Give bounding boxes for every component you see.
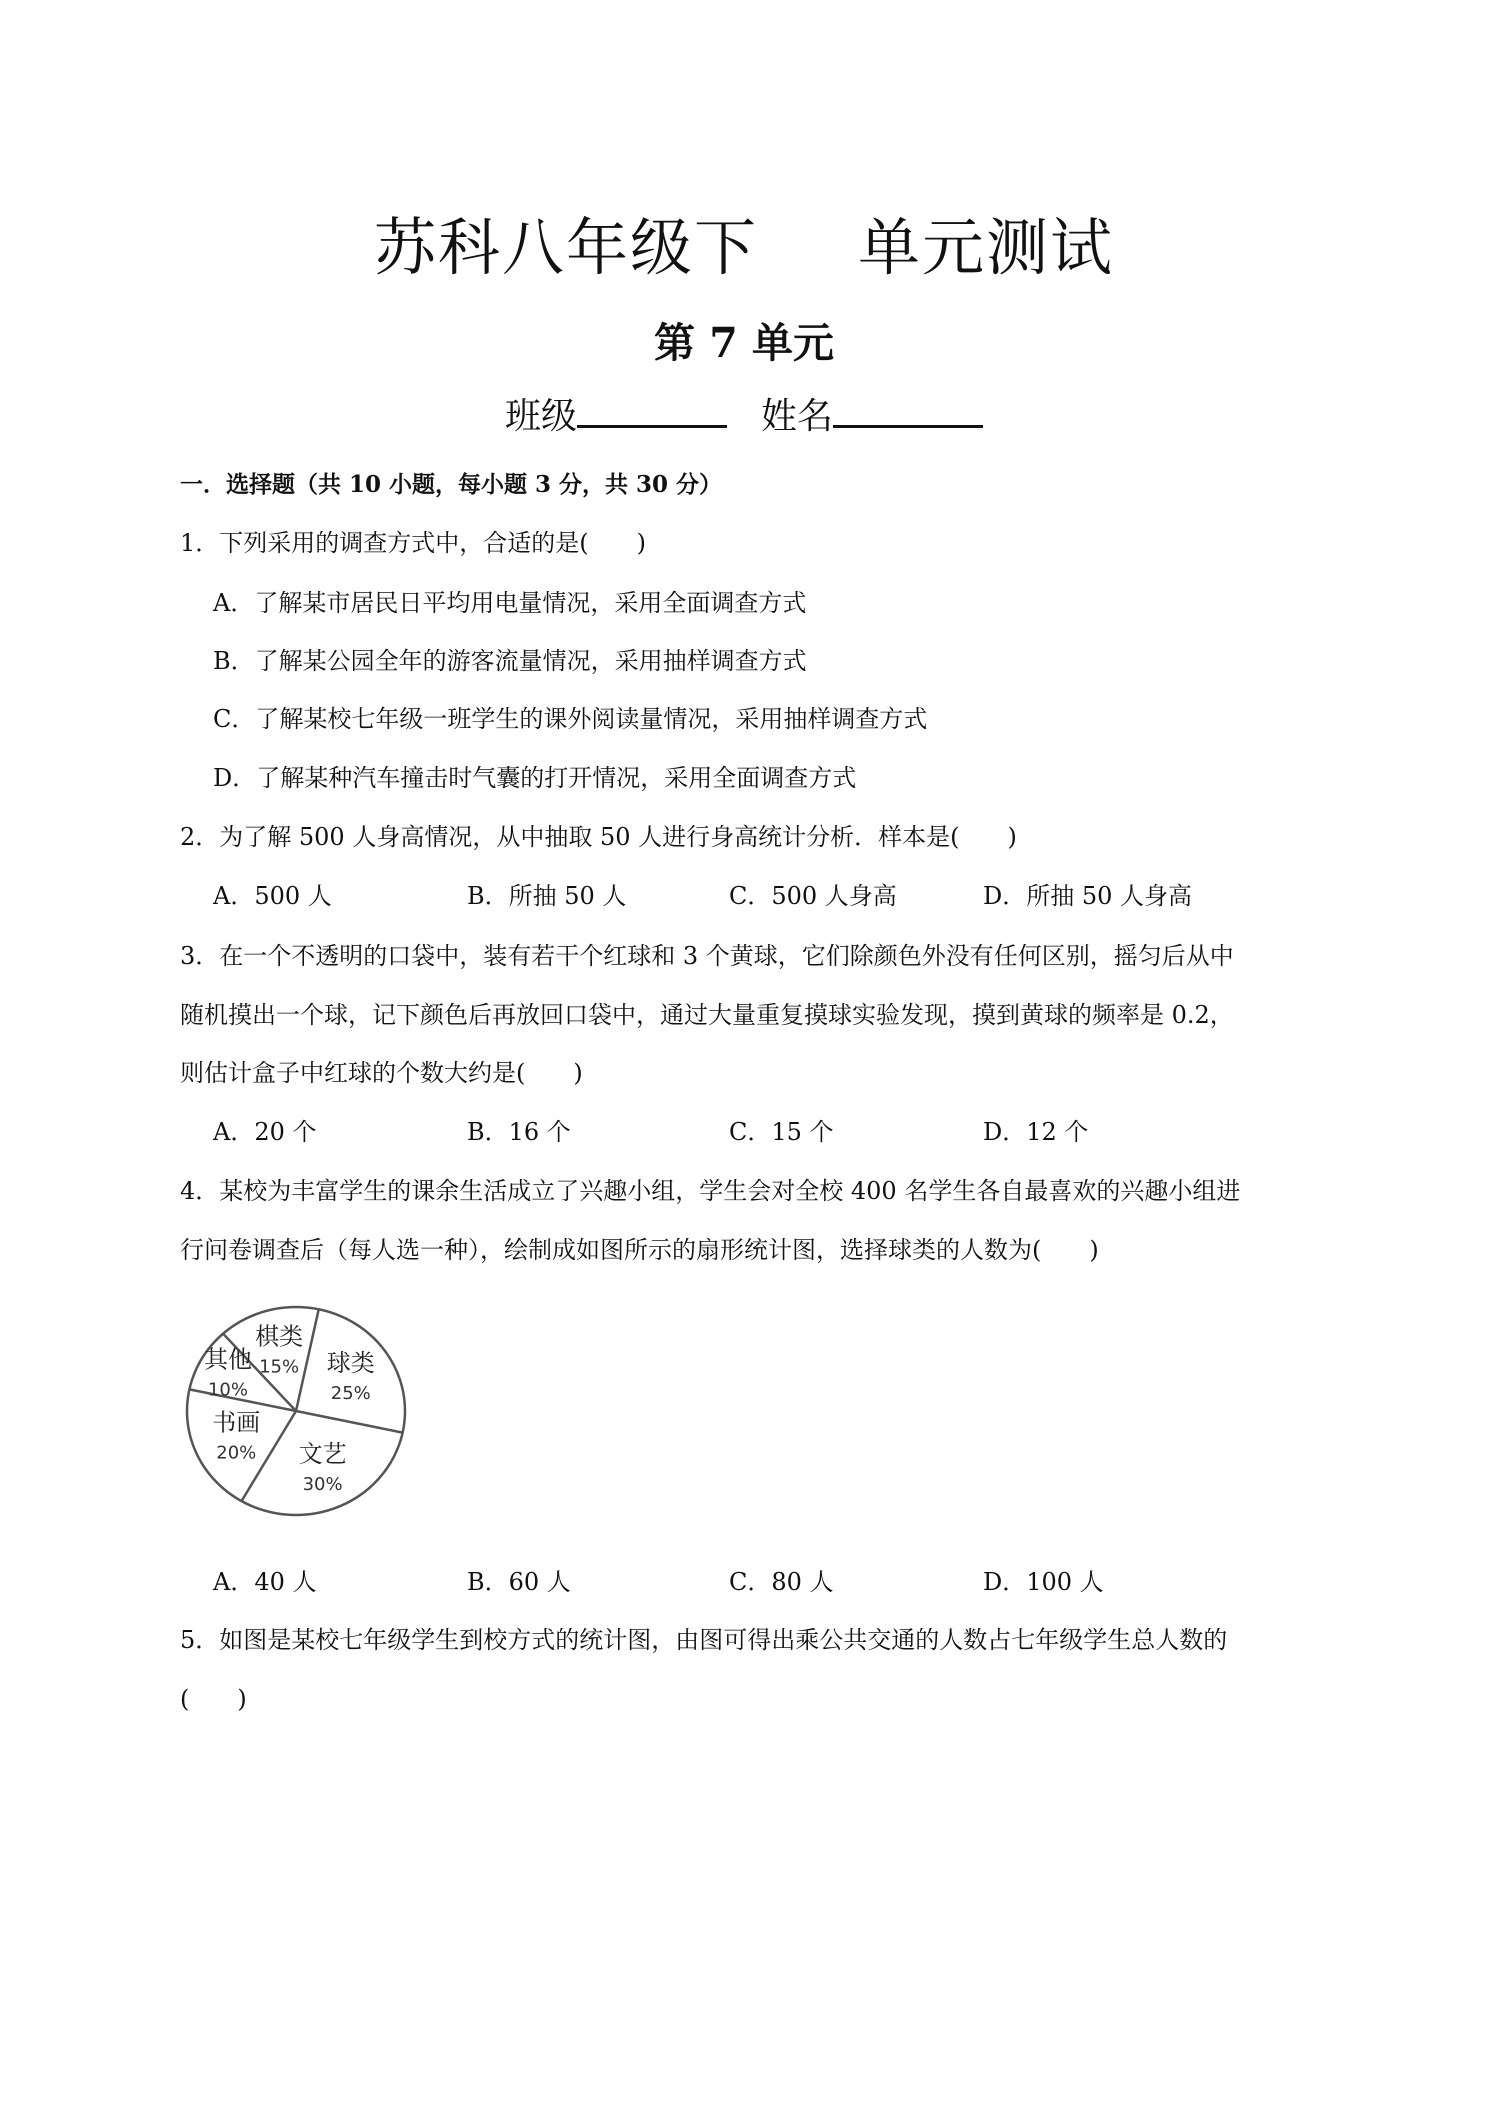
document-title bbox=[0, 198, 1488, 287]
pie-slice-label-5: 书画 bbox=[212, 1408, 261, 1437]
name-label: 姓名 bbox=[761, 396, 834, 437]
pie-divider-4 bbox=[296, 1411, 403, 1433]
q2-options bbox=[0, 876, 1488, 910]
q4-option-c: C．80 人 bbox=[729, 1568, 834, 1596]
q3-option-c: C．15 个 bbox=[729, 1118, 834, 1146]
question-5-line-1: 5．如图是某校七年级学生到校方式的统计图，由图可得出乘公共交通的人数占七年级学生总人数的 bbox=[180, 1626, 1228, 1654]
question-3-line-3: 则估计盒子中红球的个数大约是( ) bbox=[180, 1059, 583, 1087]
pie-slice-percent-5: 20% bbox=[216, 1442, 257, 1464]
question-1: 1．下列采用的调查方式中，合适的是( ) bbox=[180, 529, 646, 557]
question-5-line-2: ( ) bbox=[180, 1685, 247, 1713]
name-blank[interactable] bbox=[833, 389, 983, 428]
pie-slice-percent-2: 15% bbox=[259, 1356, 300, 1378]
question-3-line-1: 3．在一个不透明的口袋中，装有若干个红球和 3 个黄球，它们除颜色外没有任何区别，摇匀后从中 bbox=[180, 942, 1234, 970]
q1-option-c: C．了解某校七年级一班学生的课外阅读量情况，采用抽样调查方式 bbox=[213, 705, 928, 733]
q2-option-b: B．所抽 50 人 bbox=[467, 882, 627, 910]
question-4-line-1: 4．某校为丰富学生的课余生活成立了兴趣小组，学生会对全校 400 名学生各自最喜欢的兴趣小组进 bbox=[180, 1177, 1241, 1205]
q3-options bbox=[0, 1112, 1488, 1146]
q3-option-b: B．16 个 bbox=[467, 1118, 571, 1146]
pie-slice-label-4: 文艺 bbox=[298, 1440, 347, 1468]
pie-slice-label-1: 其他 bbox=[204, 1345, 252, 1374]
question-4-line-2: 行问卷调查后（每人选一种），绘制成如图所示的扇形统计图，选择球类的人数为( ) bbox=[180, 1236, 1099, 1264]
class-label: 班级 bbox=[504, 396, 577, 437]
pie-slice-percent-1: 10% bbox=[207, 1379, 249, 1401]
question-2: 2．为了解 500 人身高情况，从中抽取 50 人进行身高统计分析．样本是( ) bbox=[180, 823, 1017, 851]
student-info-line bbox=[0, 388, 1488, 439]
pie-slice-percent-4: 30% bbox=[302, 1474, 343, 1495]
q1-option-d: D．了解某种汽车撞击时气囊的打开情况，采用全面调查方式 bbox=[213, 764, 857, 792]
q4-option-b: B．60 人 bbox=[467, 1568, 571, 1596]
q4-option-d: D．100 人 bbox=[983, 1568, 1104, 1596]
class-blank[interactable] bbox=[577, 389, 727, 428]
pie-slice-label-3: 球类 bbox=[326, 1349, 375, 1377]
section-heading: 一．选择题（共 10 小题，每小题 3 分，共 30 分） bbox=[180, 471, 723, 498]
title-left: 苏科八年级下 bbox=[373, 211, 758, 284]
question-3-line-2: 随机摸出一个球，记下颜色后再放回口袋中，通过大量重复摸球实验发现，摸到黄球的频率是 0.2， bbox=[180, 1001, 1234, 1029]
q3-option-a: A．20 个 bbox=[213, 1118, 317, 1146]
q2-option-d: D．所抽 50 人身高 bbox=[983, 882, 1193, 910]
q2-option-a: A．500 人 bbox=[213, 882, 332, 910]
pie-slice-label-2: 棋类 bbox=[255, 1322, 304, 1351]
q1-option-b: B．了解某公园全年的游客流量情况，采用抽样调查方式 bbox=[213, 647, 807, 675]
document-subtitle: 第 7 单元 bbox=[653, 319, 835, 367]
title-right: 单元测试 bbox=[858, 211, 1115, 284]
pie-slice-percent-3: 25% bbox=[330, 1383, 371, 1404]
pie-chart-svg bbox=[180, 1298, 450, 1526]
q1-option-a: A．了解某市居民日平均用电量情况，采用全面调查方式 bbox=[213, 589, 807, 617]
q2-option-c: C．500 人身高 bbox=[729, 882, 897, 910]
pie-chart bbox=[180, 1298, 450, 1526]
q4-options bbox=[0, 1562, 1488, 1596]
q4-option-a: A．40 人 bbox=[213, 1568, 317, 1596]
q3-option-d: D．12 个 bbox=[983, 1118, 1089, 1146]
